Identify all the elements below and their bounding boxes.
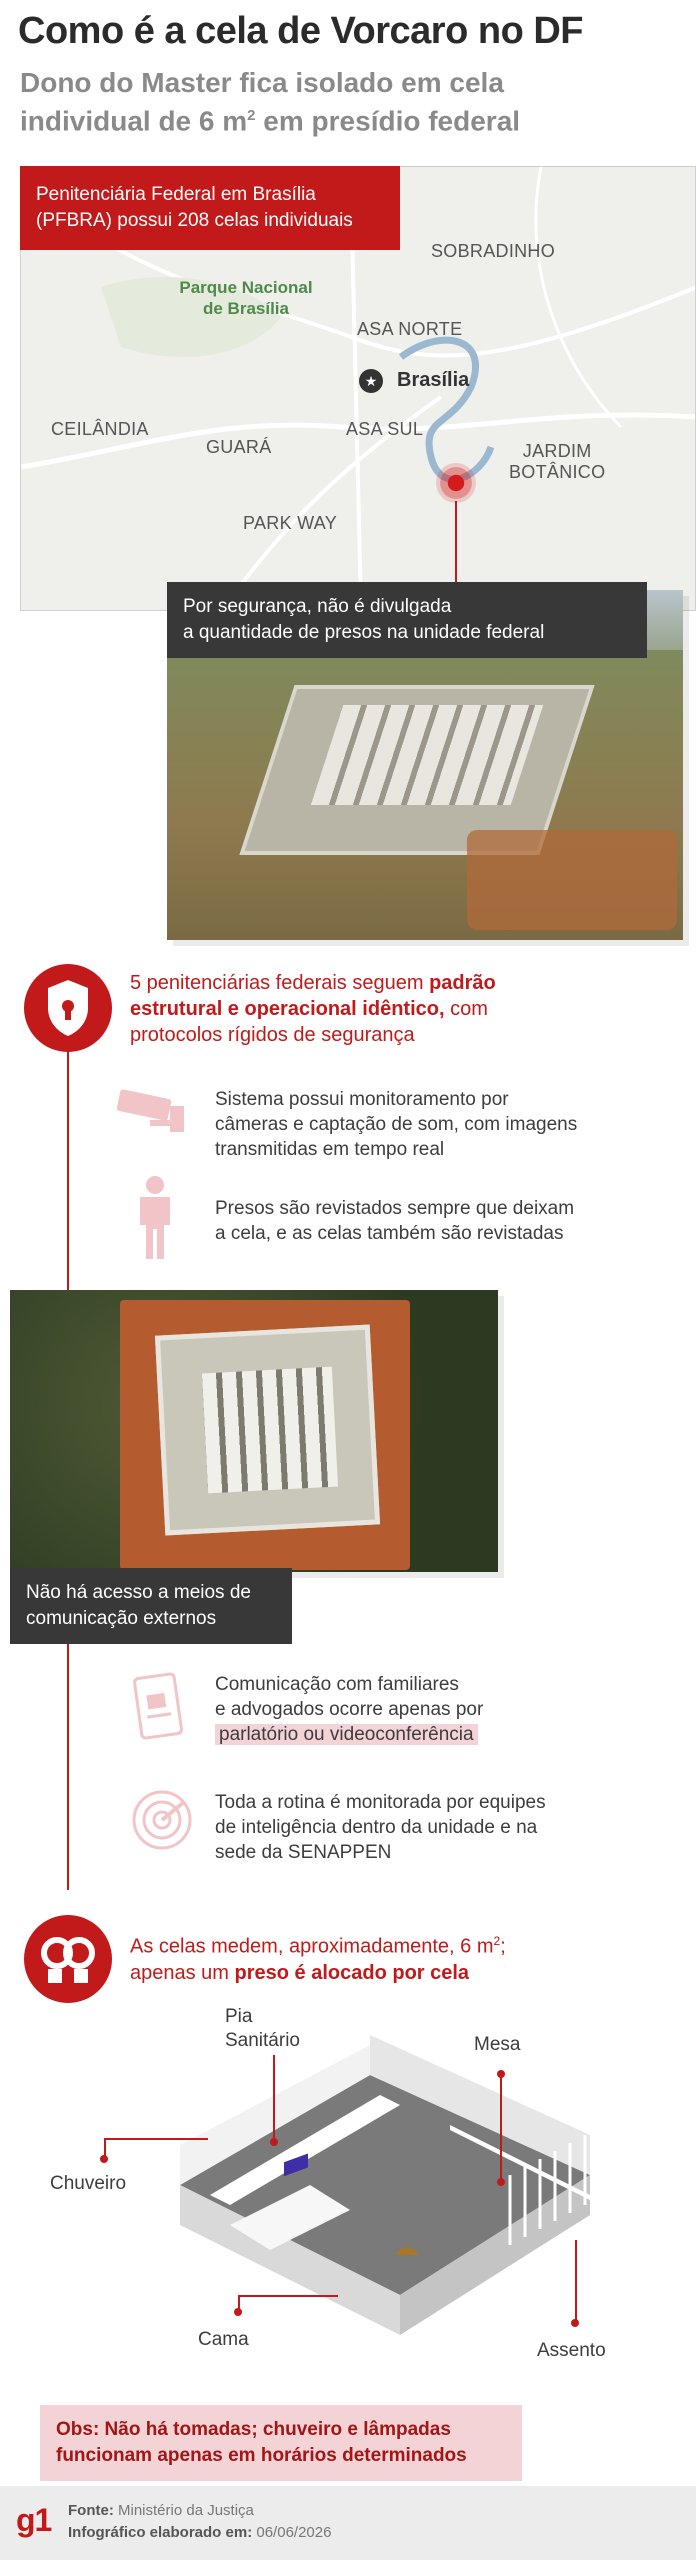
g1-logo: g1 <box>16 2502 52 2538</box>
highlight-parlatorio: parlatório ou videoconferência <box>215 1724 478 1745</box>
label-pia-sanitario: Pia Sanitário <box>225 2006 300 2051</box>
person-icon <box>130 1175 180 1264</box>
footer-source: Fonte: Ministério da Justiça <box>68 2502 254 2519</box>
footer-made: Infográfico elaborado em: 06/06/2026 <box>68 2524 332 2541</box>
shield-icon <box>24 964 112 1052</box>
pointer-mesa <box>500 2075 502 2183</box>
label-cama: Cama <box>198 2329 249 2350</box>
map-intro-box: Penitenciária Federal em Brasília (PFBRA) possui 208 celas individuais <box>20 166 400 250</box>
section1-lead: 5 penitenciárias federais seguem padrão estrutural e operacional idêntico, com protocolos rígidos de segurança <box>130 972 496 1046</box>
section1-item2: Presos são revistados sempre que deixam a cela, e as celas também são revistadas <box>215 1198 575 1244</box>
section2-item2: Toda a rotina é monitorada por equipes de inteligência dentro da unidade e na sede da SENAPPEN <box>215 1792 546 1863</box>
observation-note: Obs: Não há tomadas; chuveiro e lâmpadas funcionam apenas em horários determinados <box>40 2405 522 2481</box>
star-icon: ★ <box>359 369 383 393</box>
label-chuveiro: Chuveiro <box>50 2173 127 2194</box>
section3-lead: As celas medem, aproximadamente, 6 $m^2$; apenas um preso é alocado por cela <box>130 1934 506 1984</box>
camera-icon <box>112 1088 190 1143</box>
page-subtitle <box>20 66 660 137</box>
footer <box>0 2486 696 2560</box>
label-assento: Assento <box>537 2340 606 2361</box>
location-pin-icon <box>436 463 476 503</box>
photo1-caption: Por segurança, não é divulgada a quantidade de presos na unidade federal <box>167 582 647 658</box>
radar-icon <box>130 1788 194 1857</box>
photo2-caption: Não há acesso a meios de comunicação externos <box>10 1568 292 1644</box>
place-asa-norte: ASA NORTE <box>357 319 463 339</box>
section2-item1: Comunicação com familiares e advogados ocorre apenas por parlatório ou videoconferência <box>215 1674 484 1745</box>
pointer-chuveiro-v <box>104 2138 106 2160</box>
place-brasilia: Brasília <box>397 369 470 391</box>
place-sobradinho: SOBRADINHO <box>431 241 556 261</box>
subtitle-line-2: individual de 6 $m^2$ em presídio federal <box>20 105 521 137</box>
marker-pia <box>270 2138 278 2146</box>
section1-item1: Sistema possui monitoramento por câmeras e captação de som, com imagens transmitidas em tempo real <box>215 1089 578 1160</box>
marker-mesa-end <box>497 2178 505 2186</box>
place-park-way: PARK WAY <box>243 513 338 533</box>
place-jardim-botanico: JARDIM BOTÂNICO <box>509 441 606 482</box>
place-guara: GUARÁ <box>206 437 272 457</box>
prison-satellite-photo <box>10 1290 498 1572</box>
place-ceilandia: CEILÂNDIA <box>51 419 149 439</box>
place-asa-sul: ASA SUL <box>346 419 424 439</box>
label-mesa: Mesa <box>474 2034 521 2055</box>
marker-assento <box>571 2319 579 2327</box>
document-icon <box>132 1672 186 1749</box>
pointer-chuveiro-h <box>104 2138 208 2140</box>
marker-mesa <box>497 2070 505 2078</box>
pointer-cama-h <box>238 2295 338 2297</box>
subtitle-line-1: Dono do Master fica isolado em cela <box>20 67 504 98</box>
pointer-assento <box>575 2240 577 2320</box>
park-label: Parque Nacional de Brasília <box>179 278 313 318</box>
cell-diagram <box>150 2035 600 2375</box>
page-title: Como é a cela de Vorcaro no DF <box>18 10 584 52</box>
pointer-cama-v <box>238 2295 240 2313</box>
pointer-pia <box>273 2055 275 2143</box>
handcuffs-icon <box>24 1915 112 2003</box>
